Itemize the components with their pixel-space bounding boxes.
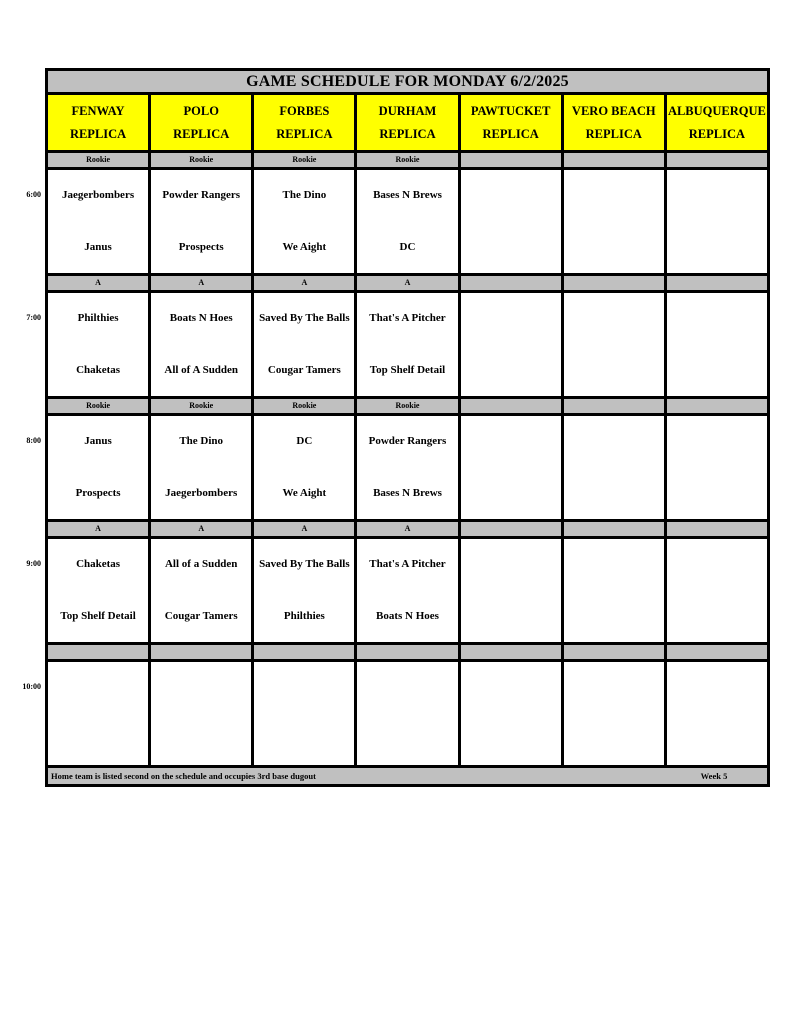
time-label: 9:00 bbox=[26, 559, 41, 568]
division-cell: A bbox=[357, 522, 460, 536]
division-cell: A bbox=[254, 276, 357, 290]
game-cell bbox=[151, 416, 254, 519]
game-row-800 bbox=[26, 416, 767, 522]
home-team: Jaegerbombers bbox=[165, 486, 238, 499]
home-team: We Aight bbox=[282, 486, 327, 499]
field-type: REPLICA bbox=[173, 126, 230, 141]
division-cell bbox=[461, 645, 564, 659]
home-team: We Aight bbox=[282, 240, 327, 253]
division-cell bbox=[667, 399, 767, 413]
game-cell bbox=[357, 416, 460, 519]
field-type: REPLICA bbox=[69, 126, 127, 141]
game-cell bbox=[461, 539, 564, 642]
game-cell bbox=[564, 170, 667, 273]
away-team: Powder Rangers bbox=[368, 435, 447, 448]
game-cell bbox=[667, 416, 767, 519]
week-label: Week 5 bbox=[700, 771, 728, 781]
game-cell bbox=[48, 662, 151, 765]
game-cell bbox=[564, 416, 667, 519]
away-team: Saved By The Balls bbox=[259, 558, 350, 571]
home-team: Top Shelf Detail bbox=[60, 609, 136, 622]
game-cell bbox=[564, 293, 667, 396]
division-row-700 bbox=[48, 276, 767, 293]
division-cell bbox=[254, 645, 357, 659]
division-cell bbox=[151, 645, 254, 659]
field-type: REPLICA bbox=[379, 126, 436, 141]
game-cell bbox=[461, 293, 564, 396]
footer-row bbox=[48, 768, 767, 784]
division-cell bbox=[461, 522, 564, 536]
division-cell: A bbox=[48, 276, 151, 290]
game-row-900 bbox=[26, 539, 767, 645]
division-cell bbox=[564, 276, 667, 290]
division-cell bbox=[461, 153, 564, 167]
time-label: 6:00 bbox=[26, 190, 41, 199]
home-team: Prospects bbox=[75, 486, 121, 499]
field-name: FORBES bbox=[279, 103, 330, 118]
game-row-700 bbox=[26, 293, 767, 399]
away-team: Boats N Hoes bbox=[169, 312, 233, 325]
column-header-polo bbox=[151, 95, 254, 150]
time-label: 8:00 bbox=[26, 436, 41, 445]
time-label: 10:00 bbox=[22, 682, 41, 691]
game-cell bbox=[48, 416, 151, 519]
game-cell bbox=[564, 662, 667, 765]
field-type: REPLICA bbox=[482, 126, 539, 141]
home-team: All of A Sudden bbox=[164, 363, 239, 376]
game-cell bbox=[357, 662, 460, 765]
away-team: Chaketas bbox=[76, 558, 121, 571]
game-cell bbox=[254, 662, 357, 765]
field-name: DURHAM bbox=[378, 103, 437, 118]
game-cell bbox=[151, 293, 254, 396]
game-cell bbox=[254, 416, 357, 519]
division-cell: A bbox=[48, 522, 151, 536]
game-cell bbox=[461, 170, 564, 273]
division-cell bbox=[667, 522, 767, 536]
division-cell bbox=[667, 153, 767, 167]
division-cell bbox=[667, 645, 767, 659]
column-header-forbes bbox=[254, 95, 357, 150]
game-cell bbox=[357, 170, 460, 273]
game-cell bbox=[667, 662, 767, 765]
column-header-durham bbox=[357, 95, 460, 150]
field-name: FENWAY bbox=[71, 103, 125, 118]
field-type: REPLICA bbox=[276, 126, 333, 141]
division-cell bbox=[461, 276, 564, 290]
field-name: ALBUQUERQUE bbox=[667, 103, 766, 118]
game-cell bbox=[48, 293, 151, 396]
division-cell bbox=[564, 153, 667, 167]
schedule-table bbox=[22, 68, 770, 787]
field-name: POLO bbox=[183, 103, 219, 118]
away-team: Jaegerbombers bbox=[62, 189, 135, 202]
game-cell bbox=[48, 539, 151, 642]
division-cell: A bbox=[151, 522, 254, 536]
column-header-vero-beach bbox=[564, 95, 667, 150]
away-team: All of a Sudden bbox=[164, 558, 238, 571]
game-cell bbox=[151, 539, 254, 642]
home-team: Bases N Brews bbox=[373, 486, 442, 499]
column-header-pawtucket bbox=[461, 95, 564, 150]
home-team: Prospects bbox=[178, 240, 224, 253]
schedule-title: GAME SCHEDULE FOR MONDAY 6/2/2025 bbox=[48, 71, 767, 95]
division-cell bbox=[564, 522, 667, 536]
home-team: Boats N Hoes bbox=[376, 609, 439, 622]
division-row-800 bbox=[48, 399, 767, 416]
game-cell bbox=[254, 539, 357, 642]
division-cell: Rookie bbox=[357, 399, 460, 413]
time-label: 7:00 bbox=[26, 313, 41, 322]
home-team: Cougar Tamers bbox=[267, 363, 341, 376]
division-cell: Rookie bbox=[48, 399, 151, 413]
division-cell: Rookie bbox=[48, 153, 151, 167]
game-cell bbox=[667, 539, 767, 642]
division-cell: Rookie bbox=[357, 153, 460, 167]
away-team: Saved By The Balls bbox=[259, 312, 350, 325]
away-team: The Dino bbox=[282, 189, 327, 202]
home-team: Top Shelf Detail bbox=[369, 363, 446, 376]
field-type: REPLICA bbox=[585, 126, 642, 141]
game-cell bbox=[461, 416, 564, 519]
game-row-1000 bbox=[22, 662, 767, 768]
field-name: VERO BEACH bbox=[571, 103, 656, 118]
away-team: Powder Rangers bbox=[162, 189, 241, 202]
game-cell bbox=[564, 539, 667, 642]
game-cell bbox=[667, 170, 767, 273]
game-cell bbox=[461, 662, 564, 765]
game-row-600 bbox=[26, 170, 767, 276]
division-cell: A bbox=[151, 276, 254, 290]
game-cell bbox=[151, 662, 254, 765]
away-team: Janus bbox=[84, 435, 112, 448]
away-team: Philthies bbox=[77, 312, 119, 325]
division-cell: Rookie bbox=[254, 153, 357, 167]
division-cell bbox=[667, 276, 767, 290]
home-team-note: Home team is listed second on the schedule and occupies 3rd base dugout bbox=[51, 771, 316, 781]
division-cell: Rookie bbox=[151, 153, 254, 167]
division-cell bbox=[564, 645, 667, 659]
division-cell: A bbox=[357, 276, 460, 290]
game-cell bbox=[254, 170, 357, 273]
field-header-row bbox=[48, 95, 767, 153]
game-cell bbox=[48, 170, 151, 273]
division-cell bbox=[461, 399, 564, 413]
division-cell bbox=[357, 645, 460, 659]
division-cell: A bbox=[254, 522, 357, 536]
home-team: Philthies bbox=[283, 609, 325, 622]
away-team: That's A Pitcher bbox=[369, 558, 446, 571]
column-header-fenway bbox=[48, 95, 151, 150]
game-cell bbox=[254, 293, 357, 396]
column-header-albuquerque bbox=[667, 95, 767, 150]
home-team: Cougar Tamers bbox=[164, 609, 238, 622]
home-team: DC bbox=[399, 240, 416, 253]
away-team: The Dino bbox=[179, 435, 224, 448]
division-cell bbox=[48, 645, 151, 659]
away-team: DC bbox=[296, 435, 313, 448]
home-team: Chaketas bbox=[76, 363, 121, 376]
home-team: Janus bbox=[84, 240, 112, 253]
game-cell bbox=[357, 539, 460, 642]
division-row-1000 bbox=[48, 645, 767, 662]
away-team: Bases N Brews bbox=[373, 189, 442, 202]
game-cell bbox=[667, 293, 767, 396]
away-team: That's A Pitcher bbox=[369, 312, 446, 325]
division-cell: Rookie bbox=[254, 399, 357, 413]
game-cell bbox=[151, 170, 254, 273]
game-cell bbox=[357, 293, 460, 396]
field-type: REPLICA bbox=[688, 126, 746, 141]
division-row-900 bbox=[48, 522, 767, 539]
division-cell bbox=[564, 399, 667, 413]
field-name: PAWTUCKET bbox=[470, 103, 551, 118]
division-row-600 bbox=[48, 153, 767, 170]
division-cell: Rookie bbox=[151, 399, 254, 413]
